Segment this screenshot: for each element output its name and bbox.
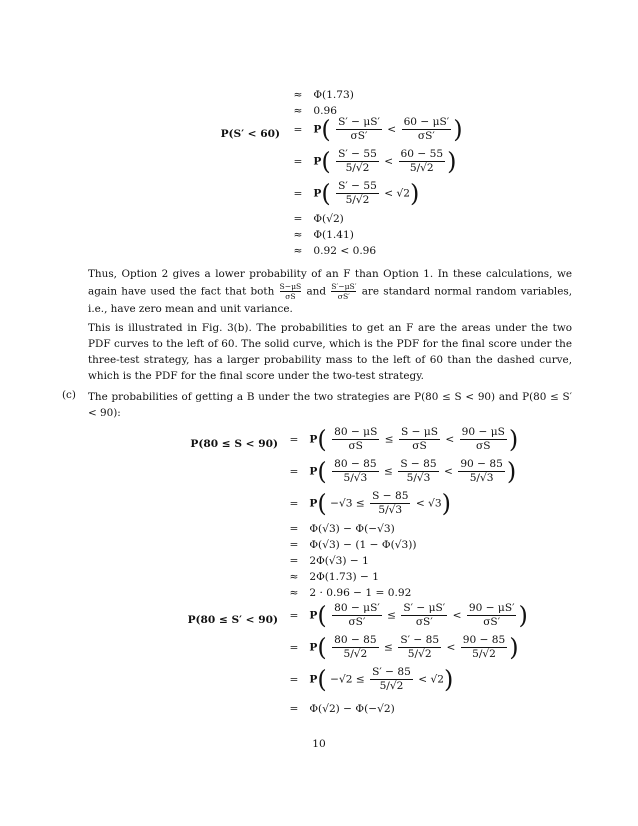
relation-symbol: = xyxy=(289,641,299,654)
inline-fraction: $\frac{S-\mu S}{\sigma S}$ xyxy=(279,282,302,301)
eq-line: = P( −√2 ≤ $\frac{S' - 85}{5/√2}$ < √2) xyxy=(282,666,453,693)
inequality: < xyxy=(415,497,425,510)
eq-term: −√2 ≤ xyxy=(330,673,365,686)
inequality: < xyxy=(418,673,428,686)
eq-line xyxy=(286,228,354,242)
relation-symbol: = xyxy=(289,555,299,567)
eq-term: −√3 ≤ xyxy=(330,497,365,510)
eq-rhs: Φ(√3) − (1 − Φ(√3)) xyxy=(309,539,417,551)
eq-term: √3 xyxy=(428,497,442,510)
paragraph: The probabilities of getting a B under the two strategies are P(80 ≤ S < 90) and P(80 ≤ S′ < 90): xyxy=(88,391,572,419)
eq-line xyxy=(282,702,395,716)
fraction: $\frac{S' - 55}{5/√2}$ xyxy=(338,180,377,206)
eq-line: = P( $\frac{80 - \mu S'}{\sigma S'}$ ≤ $\frac{S' - \mu S'}{\sigma S'}$ < $\frac{90 - \mu S'}{\sigma S'}$ ) xyxy=(282,602,528,629)
inequality: < xyxy=(384,155,394,168)
fraction: $\frac{S' - 85}{5/√2}$ xyxy=(400,634,440,660)
eq-line xyxy=(282,538,417,552)
eq-rhs: Φ(√2) − Φ(−√2) xyxy=(309,703,395,715)
eq-line: = P( $\frac{S' - \mu S'}{\sigma S'}$ < $\frac{60 - \mu S'}{\sigma S'}$ ) xyxy=(286,116,463,143)
prob-operator: P xyxy=(309,497,318,510)
page-number: 10 xyxy=(312,738,326,750)
relation-symbol: ≈ xyxy=(289,587,299,599)
fraction: $\frac{S' - \mu S'}{\sigma S'}$ xyxy=(403,602,446,628)
prob-operator: P xyxy=(309,433,318,446)
relation-symbol: ≈ xyxy=(293,89,303,101)
prob-operator: P xyxy=(313,123,322,136)
eq-rhs: 0.96 xyxy=(313,105,337,117)
eq-rhs: Φ(√3) − Φ(−√3) xyxy=(309,523,395,535)
relation-symbol: = xyxy=(289,703,299,715)
inequality: < xyxy=(384,187,394,200)
fraction: $\frac{80 - 85}{5/√3}$ xyxy=(334,458,377,484)
eq-term: √2 xyxy=(430,673,444,686)
eq-line xyxy=(282,570,379,584)
eq-line xyxy=(286,244,376,258)
eq-rhs: Φ(1.41) xyxy=(313,229,354,241)
eq-line xyxy=(286,88,354,102)
inequality: < xyxy=(446,641,456,654)
eq-line: = P( $\frac{80 - \mu S}{\sigma S}$ ≤ $\frac{S - \mu S}{\sigma S}$ < $\frac{90 - \mu S}{\sigma S}$ ) xyxy=(282,426,518,453)
relation-symbol: = xyxy=(289,465,299,478)
relation-symbol: ≈ xyxy=(289,571,299,583)
inequality: ≤ xyxy=(384,433,394,446)
fraction: $\frac{90 - 85}{5/√2}$ xyxy=(462,634,506,660)
relation-symbol: = xyxy=(293,123,303,136)
fraction: $\frac{S' - \mu S'}{\sigma S'}$ xyxy=(338,116,380,142)
eq-lhs: P(80 ≤ S′ < 90) xyxy=(187,614,278,626)
relation-symbol: = xyxy=(289,523,299,535)
relation-symbol: = xyxy=(289,433,299,446)
inequality: < xyxy=(444,465,453,478)
eq-line xyxy=(282,586,411,600)
relation-symbol: ≈ xyxy=(293,105,303,117)
relation-symbol: = xyxy=(289,539,299,551)
relation-symbol: = xyxy=(289,609,299,622)
eq-line xyxy=(286,212,344,226)
inequality: ≤ xyxy=(387,609,396,622)
fraction: $\frac{80 - \mu S'}{\sigma S'}$ xyxy=(334,602,380,628)
fraction: $\frac{S - 85}{5/√3}$ xyxy=(372,490,409,516)
fraction: $\frac{S - \mu S}{\sigma S}$ xyxy=(400,426,438,452)
eq-line: = P( −√3 ≤ $\frac{S - 85}{5/√3}$ < √3) xyxy=(282,490,451,517)
relation-symbol: = xyxy=(293,213,303,225)
relation-symbol: = xyxy=(289,497,299,510)
fraction: $\frac{90 - \mu S'}{\sigma S'}$ xyxy=(468,602,515,628)
eq-line xyxy=(282,554,369,568)
eq-rhs: 2Φ(√3) − 1 xyxy=(309,555,369,567)
inequality: < xyxy=(452,609,462,622)
prob-operator: P xyxy=(309,465,318,478)
fraction: $\frac{90 - \mu S}{\sigma S}$ xyxy=(461,426,505,452)
eq-rhs: Φ(√2) xyxy=(313,213,344,225)
fraction: $\frac{90 - 85}{5/√3}$ xyxy=(460,458,503,484)
prob-operator: P xyxy=(313,155,322,168)
paragraph: Thus, Option 2 gives a lower probability of an F than Option 1. In these calculations, we again have used the fact that both $\frac{S-\mu S}{\sigma S}$ and $\frac{S'-\mu S'}{\sigma S'}$ are standard normal random variables, i.e., have zero mean and unit variance. xyxy=(88,268,573,315)
list-label: (c) xyxy=(62,389,76,401)
fraction: $\frac{S' - 55}{5/√2}$ xyxy=(338,148,377,174)
inequality: ≤ xyxy=(384,641,393,654)
eq-rhs: 2Φ(1.73) − 1 xyxy=(309,571,380,583)
relation-symbol: = xyxy=(289,673,299,686)
fraction: $\frac{60 - \mu S'}{\sigma S'}$ xyxy=(403,116,450,142)
inline-fraction: $\frac{S'-\mu S'}{\sigma S'}$ xyxy=(331,282,357,301)
eq-line: = P( $\frac{80 - 85}{5/√3}$ ≤ $\frac{S - 85}{5/√3}$ < $\frac{90 - 85}{5/√3}$ ) xyxy=(282,458,516,485)
relation-symbol: = xyxy=(293,155,303,168)
fraction: $\frac{S' - 85}{5/√2}$ xyxy=(372,666,411,692)
prob-operator: P xyxy=(309,641,318,654)
relation-symbol: = xyxy=(293,187,303,200)
eq-lhs: P(80 ≤ S < 90) xyxy=(190,438,278,450)
fraction: $\frac{60 - 55}{5/√2}$ xyxy=(400,148,444,174)
fraction: $\frac{S - 85}{5/√3}$ xyxy=(400,458,437,484)
eq-lhs: P(S′ < 60) xyxy=(220,128,280,140)
eq-line: = P( $\frac{S' - 55}{5/√2}$ < √2) xyxy=(286,180,419,207)
paragraph: This is illustrated in Fig. 3(b). The probabilities to get an F are the areas under the two PDF curves to the left of 60. The solid curve, which is the PDF for the final score under the three-test strategy, has a larger probability mass to the left of 60 than the dashed curve, which is the PDF for the final score under the two-test strategy. xyxy=(88,322,572,382)
relation-symbol: ≈ xyxy=(293,229,303,241)
eq-line: = P( $\frac{80 - 85}{5/√2}$ ≤ $\frac{S' - 85}{5/√2}$ < $\frac{90 - 85}{5/√2}$ ) xyxy=(282,634,519,661)
prob-operator: P xyxy=(313,187,322,200)
eq-line: = P( $\frac{S' - 55}{5/√2}$ < $\frac{60 - 55}{5/√2}$ ) xyxy=(286,148,456,175)
eq-rhs: 0.92 < 0.96 xyxy=(313,245,377,257)
eq-rhs: 2 · 0.96 − 1 = 0.92 xyxy=(309,587,412,599)
eq-rhs: Φ(1.73) xyxy=(313,89,354,101)
prob-operator: P xyxy=(309,609,318,622)
eq-line xyxy=(282,522,395,536)
relation-symbol: ≈ xyxy=(293,245,303,257)
fraction: $\frac{80 - 85}{5/√2}$ xyxy=(334,634,377,660)
fraction: $\frac{80 - \mu S}{\sigma S}$ xyxy=(334,426,378,452)
eq-term: √2 xyxy=(396,187,410,200)
inequality: < xyxy=(445,433,455,446)
inequality: < xyxy=(387,123,397,136)
prob-operator: P xyxy=(309,673,318,686)
inequality: ≤ xyxy=(384,465,393,478)
